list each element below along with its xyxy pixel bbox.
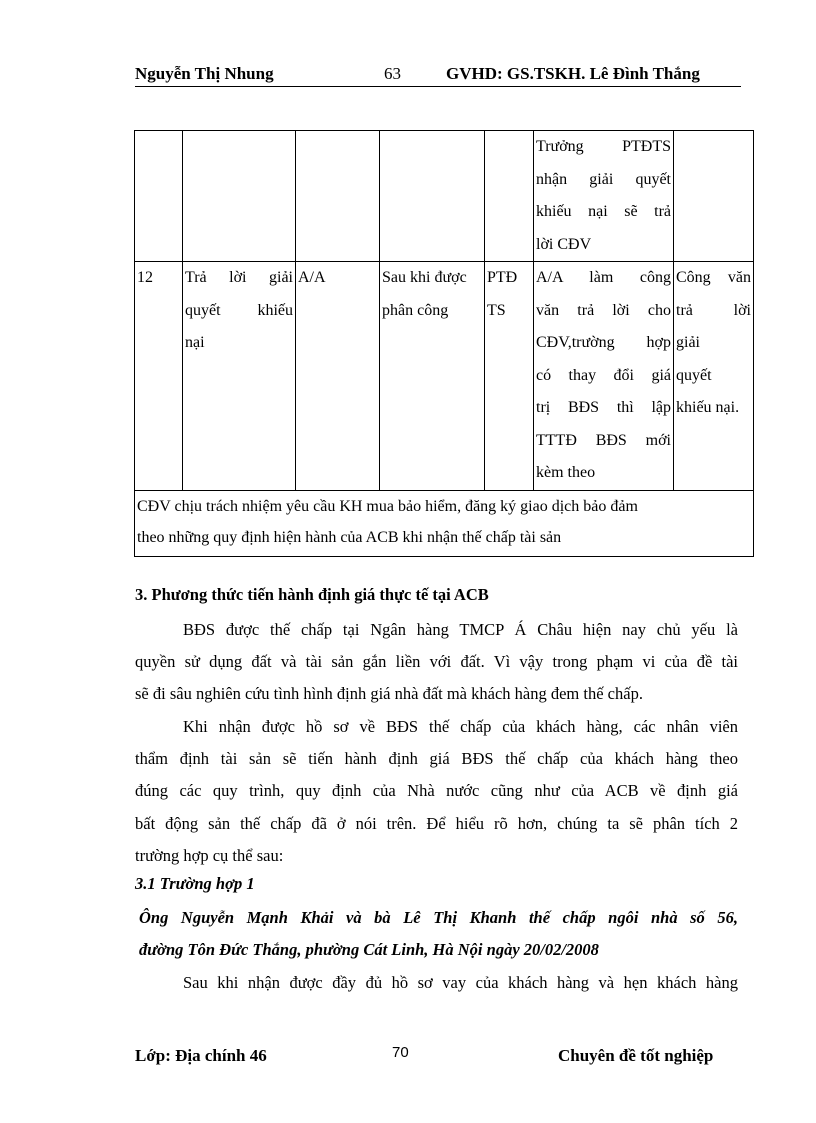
header-author: Nguyễn Thị Nhung <box>135 64 274 83</box>
cell-content <box>534 131 674 262</box>
header-rule <box>135 86 741 87</box>
cell-line: Trả lời giải <box>185 269 293 286</box>
note-line: theo những quy định hiện hành của ACB khi nhận thế chấp tài sản <box>137 528 562 546</box>
table-row-continued <box>135 131 754 262</box>
cell-output <box>674 131 754 262</box>
cell-line: Trưởng PTĐTS <box>536 138 671 155</box>
cell-unit <box>485 262 534 491</box>
cell-line: nhận giải quyết <box>536 170 671 188</box>
table-row <box>135 262 754 491</box>
cell-no: 12 <box>135 262 183 491</box>
cell-line: TTTĐ BĐS mới <box>536 431 671 449</box>
paragraph-line: trường hợp cụ thể sau: <box>135 845 284 865</box>
cell-time <box>380 131 485 262</box>
cell-step <box>183 262 296 491</box>
cell-line: phân công <box>382 301 449 319</box>
paragraph-line: quyền sử dụng đất và tài sản gắn liền với đất. Vì vậy trong phạm vi của đề tài <box>135 652 738 672</box>
cell-line: quyết <box>676 366 712 384</box>
cell-responsible: A/A <box>296 262 380 491</box>
table-note-row <box>135 490 754 556</box>
paragraph-line: đúng các quy trình, quy định của Nhà nước cũng như của ACB về định giá <box>135 781 738 801</box>
cell-line: có thay đổi giá <box>536 366 671 384</box>
cell-line: trả lời <box>676 301 751 319</box>
cell-content <box>534 262 674 491</box>
paragraph-line: thẩm định tài sản sẽ tiến hành định giá BĐS thế chấp của khách hàng theo <box>135 749 738 769</box>
cell-step <box>183 131 296 262</box>
header-page-ref: 63 <box>384 64 401 83</box>
cell-line: khiếu nại. <box>676 399 740 416</box>
footer-class: Lớp: Địa chính 46 <box>135 1046 267 1065</box>
cell-line: trị BĐS thì lập <box>536 399 671 416</box>
procedure-table <box>134 130 754 557</box>
paragraph <box>135 614 738 711</box>
cell-unit <box>485 131 534 262</box>
footer-thesis: Chuyên đề tốt nghiệp <box>558 1046 714 1065</box>
header-supervisor: GVHD: GS.TSKH. Lê Đình Thắng <box>446 64 700 83</box>
case-line: đường Tôn Đức Thắng, phường Cát Linh, Hà Nội ngày 20/02/2008 <box>139 940 599 960</box>
cell-line: CĐV,trường hợp <box>536 334 671 351</box>
cell-line: lời CĐV <box>536 235 592 253</box>
cell-line: A/A làm công <box>536 269 671 286</box>
paragraph-line: Khi nhận được hồ sơ về BĐS thế chấp của khách hàng, các nhân viên <box>183 717 738 736</box>
paragraph <box>135 711 738 872</box>
case-line: Ông Nguyễn Mạnh Khải và bà Lê Thị Khanh thế chấp ngôi nhà số 56, <box>139 908 738 927</box>
paragraph-line: BĐS được thế chấp tại Ngân hàng TMCP Á Châu hiện nay chủ yếu là <box>183 620 738 639</box>
cell-line: PTĐ <box>487 269 518 286</box>
subsection-title: 3.1 Trường hợp 1 <box>135 874 255 893</box>
cell-time <box>380 262 485 491</box>
paragraph-line: Sau khi nhận được đầy đủ hồ sơ vay của khách hàng và hẹn khách hàng <box>183 973 738 992</box>
cell-line: kèm theo <box>536 464 596 481</box>
cell-line: quyết khiếu <box>185 301 293 319</box>
cell-line: Công văn <box>676 269 751 286</box>
cell-line: TS <box>487 301 506 319</box>
cell-line: nại <box>185 334 205 351</box>
footer-page-number: 70 <box>392 1044 409 1061</box>
table-note <box>135 490 754 556</box>
cell-line: khiếu nại sẽ trả <box>536 203 671 220</box>
paragraph-line: bất động sản thế chấp đã ở nói trên. Để hiểu rõ hơn, chúng ta sẽ phân tích 2 <box>135 813 738 833</box>
cell-line: Sau khi được <box>382 269 467 286</box>
cell-line: văn trả lời cho <box>536 301 671 319</box>
cell-responsible <box>296 131 380 262</box>
cell-output <box>674 262 754 491</box>
note-line: CĐV chịu trách nhiệm yêu cầu KH mua bảo hiểm, đăng ký giao dịch bảo đảm <box>137 497 638 515</box>
paragraph-line: sẽ đi sâu nghiên cứu tình hình định giá nhà đất mà khách hàng đem thế chấp. <box>135 684 643 704</box>
section-title: 3. Phương thức tiến hành định giá thực tế tại ACB <box>135 585 489 604</box>
paragraph <box>135 967 738 999</box>
case-title <box>139 902 738 966</box>
cell-line: giải <box>676 334 700 351</box>
cell-no <box>135 131 183 262</box>
